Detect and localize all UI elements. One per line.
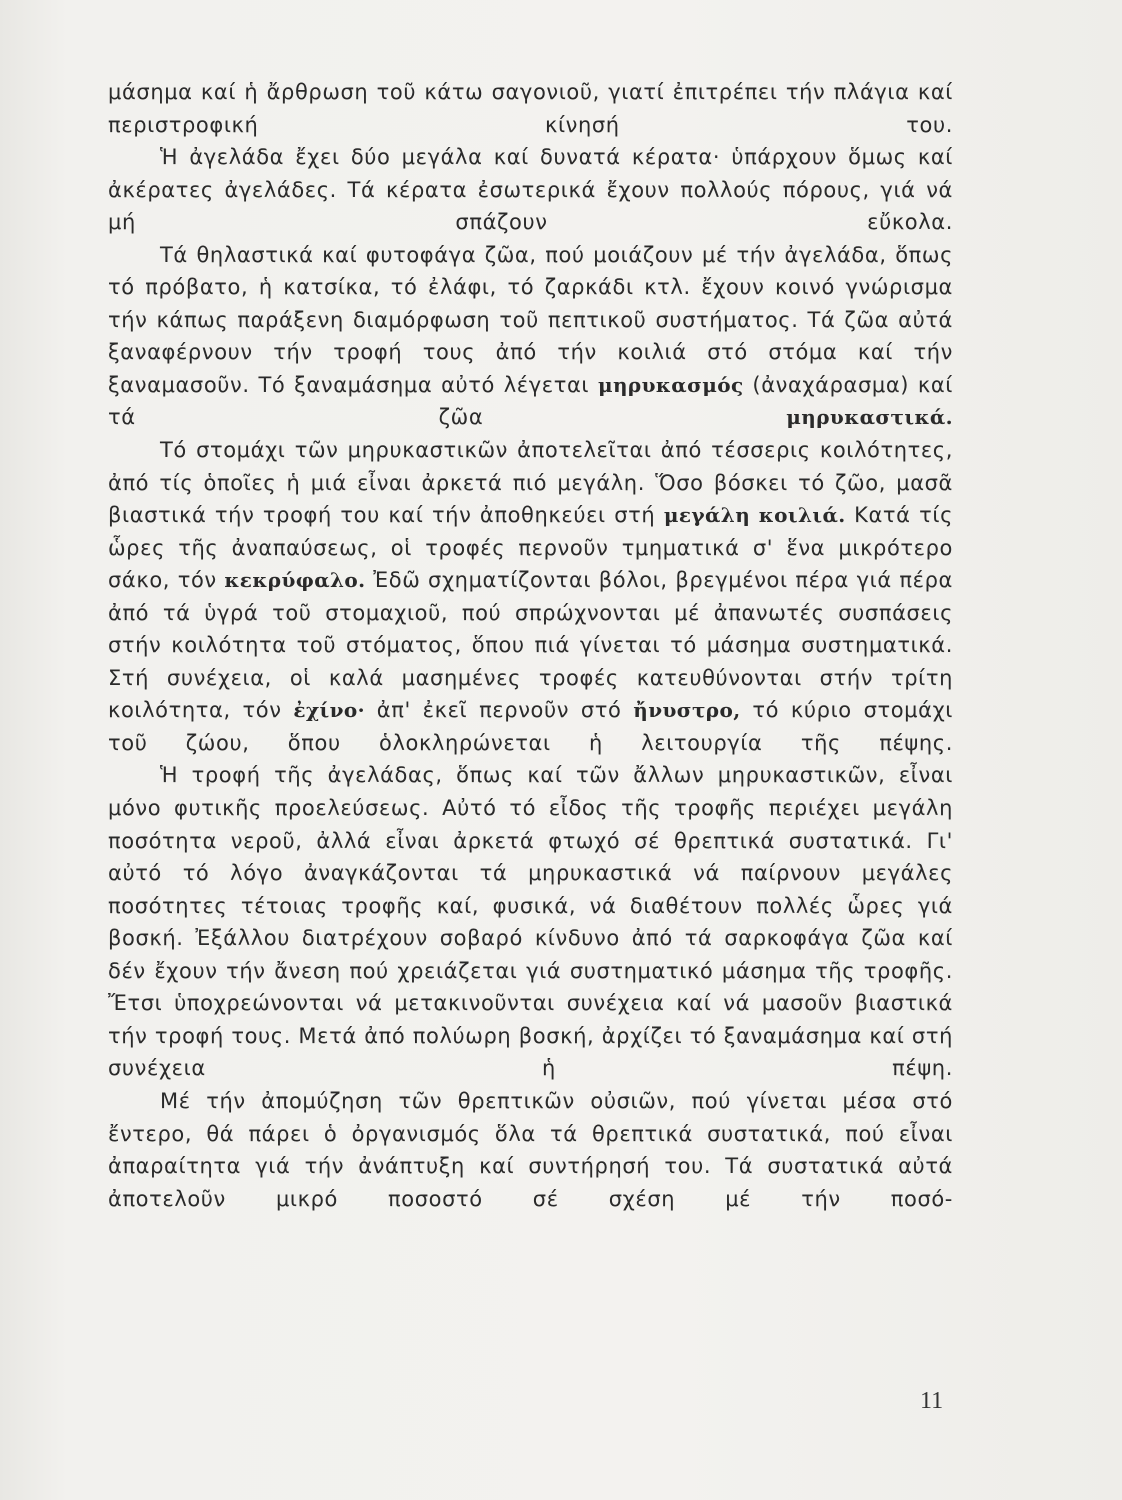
text-segment: ἀπ' ἐκεῖ περνοῦν στό [364,698,634,723]
text-segment: Ἡ τροφή τῆς ἀγελάδας, ὅπως καί τῶν ἄλλων μηρυκαστικῶν, εἶναι μόνο φυτικῆς προελεύσεως. Αὐτό τό εἶδος τῆς τροφῆς περιέχει μεγάλη ποσότητα νεροῦ, ἀλλά εἶναι ἀρκετά φτωχό σέ θρεπτικά συστατικά. Γι' αὐτό τό λόγο ἀναγκάζονται τά μηρυκαστικά νά παίρνουν μεγάλες ποσότητες τέτοιας τροφῆς καί, φυσικά, νά διαθέτουν πολλές ὧρες γιά βοσκή. Ἐξάλλου διατρέχουν σοβαρό κίνδυνο ἀπό τά σαρκοφάγα ζῶα καί δέν ἔχουν τήν ἄνεση πού χρειάζεται γιά συστηματικό μάσημα τῆς τροφῆς. Ἔτσι ὑποχρεώνονται νά μετακινοῦνται συνέχεια καί νά μασοῦν βιαστικά τήν τροφή τους. Μετά ἀπό πολύωρη βοσκή, ἀρχίζει τό ξαναμάσημα καί στή συνέχεια ἡ πέψη. [108,763,953,1081]
text-segment: (ἀναχάρασμα) καί τά ζῶα [108,372,953,430]
bold-term-mirykastika: μηρυκαστικά. [786,405,953,430]
paragraph-3 [108,239,953,434]
bold-term-mirykasmos: μηρυκασμός [597,372,744,397]
bold-term-kekryfalos: κεκρύφαλο. [224,568,366,593]
text-segment: Τό στομάχι τῶν μηρυκαστικῶν ἀποτελεῖται ἀπό τέσσερις κοιλότητες, ἀπό τίς ὁποῖες ἡ μιά εἶναι ἀρκετά πιό μεγάλη. Ὅσο βόσκει τό ζῶο, μασᾶ βιαστικά τήν τροφή του καί τήν ἀποθηκεύει στή [108,438,953,528]
paragraph-1 [108,76,953,141]
paragraph-6 [108,1085,953,1215]
bold-term-megali-koilia: μεγάλη κοιλιά. [663,503,846,528]
paragraph-5 [108,759,953,1084]
bold-term-echinos: ἐχίνο· [293,698,365,723]
text-segment: Τά θηλαστικά καί φυτοφάγα ζῶα, πού μοιάζουν μέ τήν ἀγελάδα, ὅπως τό πρόβατο, ἡ κατσίκα, τό ἐλάφι, τό ζαρκάδι κτλ. ἔχουν κοινό γνώρισμα τήν κάπως παράξενη διαμόρφωση τοῦ πεπτικοῦ συστήματος. Τά ζῶα αὐτά ξαναφέρνουν τήν τροφή τους ἀπό τήν κοιλιά στό στόμα καί τήν ξαναμασοῦν. Τό ξαναμάσημα αὐτό λέγεται [108,242,953,397]
paragraph-4 [108,434,953,759]
text-segment: Μέ τήν ἀπομύζηση τῶν θρεπτικῶν οὐσιῶν, πού γίνεται μέσα στό ἔντερο, θά πάρει ὁ ὀργανισμός ὅλα τά θρεπτικά συστατικά, πού εἶναι ἀπαραίτητα γιά τήν ἀνάπτυξη καί συντήρησή του. Τά συστατικά αὐτά ἀποτελοῦν μικρό ποσοστό σέ σχέση μέ τήν ποσό- [108,1088,953,1211]
text-segment: Κατά τίς ὧρες τῆς ἀναπαύσεως, οἱ τροφές περνοῦν τμηματικά σ' ἕνα μικρότερο σάκο, τόν [108,503,953,593]
paragraph-2 [108,141,953,239]
text-segment: μάσημα καί ἡ ἄρθρωση τοῦ κάτω σαγονιοῦ, γιατί ἐπιτρέπει τήν πλάγια καί περιστροφική κίνησή του. [108,80,953,137]
bold-term-inystro: ἤνυστρο, [633,698,741,723]
page-number: 11 [920,1388,944,1414]
text-segment: τό κύριο στομάχι τοῦ ζώου, ὅπου ὁλοκληρώνεται ἡ λειτουργία τῆς πέψης. [108,698,954,755]
text-segment: Ἡ ἀγελάδα ἔχει δύο μεγάλα καί δυνατά κέρατα· ὑπάρχουν ὅμως καί ἀκέρατες ἀγελάδες. Τά κέρατα ἐσωτερικά ἔχουν πολλούς πόρους, γιά νά μή σπάζουν εὔκολα. [108,145,953,235]
text-segment: Ἐδῶ σχηματίζονται βόλοι, βρεγμένοι πέρα γιά πέρα ἀπό τά ὑγρά τοῦ στομαχιοῦ, πού σπρώχνονται μέ ἀπανωτές συσπάσεις στήν κοιλότητα τοῦ στόματος, ὅπου πιά γίνεται τό μάσημα συστηματικά. Στή συνέχεια, οἱ καλά μασημένες τροφές κατευθύνονται στήν τρίτη κοιλότητα, τόν [108,568,953,723]
body-text [108,76,953,1215]
